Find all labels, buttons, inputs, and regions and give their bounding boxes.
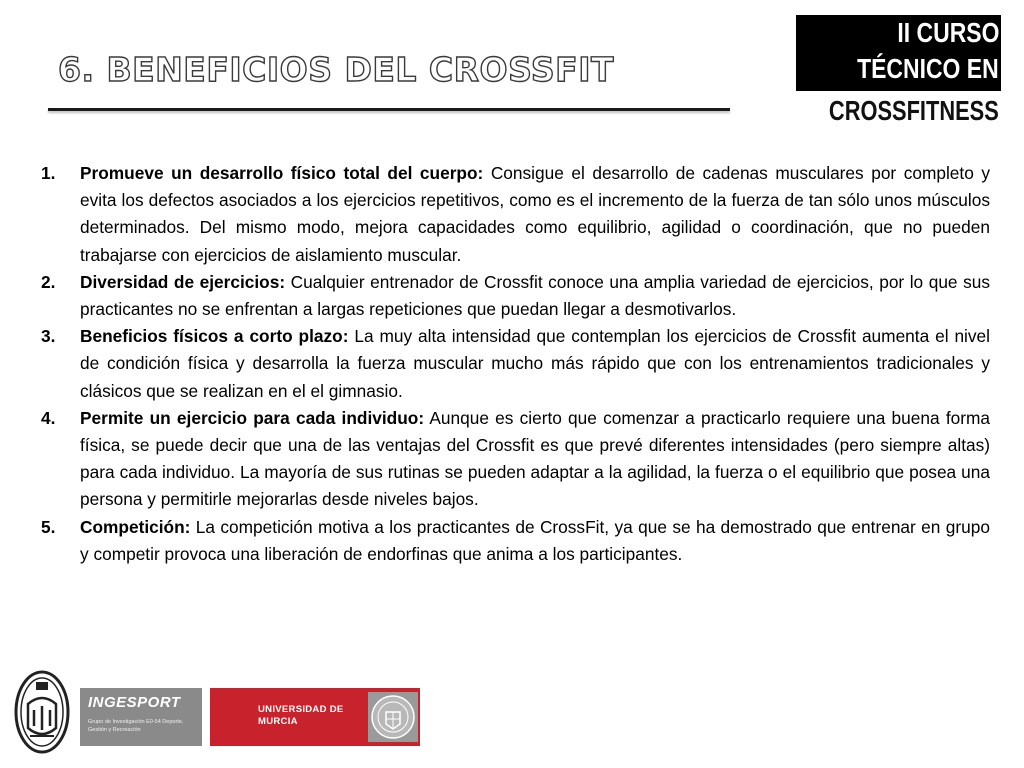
item-number: 4. [41,407,56,428]
slide-title: 6. BENEFICIOS DEL CROSSFIT [58,50,614,89]
item-number: 2. [41,271,56,292]
item-text: Cualquier entrenador de Crossfit conoce una amplia variedad de ejercicios, por lo que sus practicantes no se enfrentan a largas repeticiones que puedan llegar a desmotivarlos. [80,271,990,320]
list-item [38,323,990,405]
list-item [38,269,990,323]
item-heading: Beneficios físicos a corto plazo: [80,326,349,347]
item-text: Consigue el desarrollo de cadenas musculares por completo y evita los defectos asociados a los ejercicios repetitivos, como es el incremento de la fuerza de tan sólo unos músculos determinados. Del mismo modo, mejora capacidades como equilibrio, agilidad o coordinación, que no pueden trabajarse con ejercicios de aislamiento muscular. [80,163,990,265]
course-badge [796,15,1001,128]
list-item [38,160,990,269]
benefits-list [38,160,990,568]
item-number: 3. [41,326,56,347]
item-heading: Diversidad de ejercicios: [80,271,286,292]
course-badge-line3: CROSSFITNESS [829,95,999,126]
footer-logos [0,660,440,760]
list-item [38,514,990,568]
university-crest-icon [368,692,418,742]
item-text: La muy alta intensidad que contemplan los ejercicios de Crossfit aumenta el nivel de condición física y desarrolla la fuerza muscular mucho más rápido que con los entrenamientos tradicionales y clásicos que se realizan en el el gimnasio. [80,326,990,401]
course-badge-line1: II CURSO [896,17,999,48]
item-heading: Competición: [80,516,191,537]
ingesport-subtitle: Grupo de Investigación E0-54 Deporte, Gestión y Recreación [88,719,184,733]
course-badge-line2: TÉCNICO EN [857,53,999,84]
title-underline [48,108,730,111]
university-logo [210,688,420,746]
item-number: 5. [41,516,56,537]
item-text: La competición motiva a los practicantes de CrossFit, ya que se ha demostrado que entrenar en grupo y competir provoca una liberación de endorfinas que anima a los participantes. [80,516,990,564]
item-number: 1. [41,163,56,183]
university-name-line2: MURCIA [258,716,298,727]
item-heading: Promueve un desarrollo físico total del cuerpo: [80,163,484,183]
ingesport-logo [80,688,202,746]
item-heading: Permite un ejercicio para cada individuo: [80,407,425,428]
university-name-line1: UNIVERSIDAD DE [258,704,344,715]
ingesport-name: INGESPORT [88,694,181,711]
item-text: Aunque es cierto que comenzar a practicarlo requiere una buena forma física, se puede decir que una de las ventajas del Crossfit es que prevé diferentes intensidades (pero siempre altas) para cada individuo. La mayoría de sus rutinas se pueden adaptar a la agilidad, la fuerza o el equilibrio que posea una persona y permitirle mejorarlas desde niveles bajos. [80,407,990,510]
list-item [38,405,990,514]
institution-seal-icon [14,670,70,754]
